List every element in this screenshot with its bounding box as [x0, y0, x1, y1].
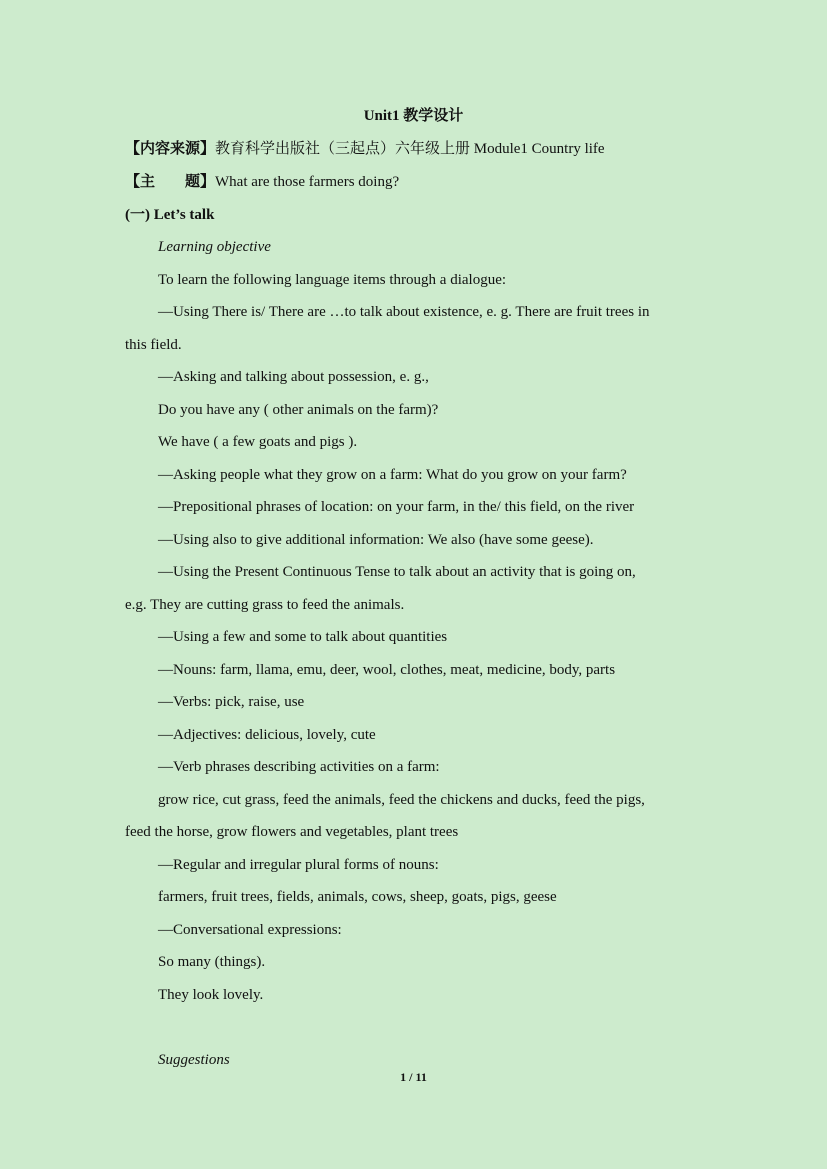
section-heading: (一) Let’s talk	[125, 207, 215, 223]
body-line: —Asking and talking about possession, e. g.,	[158, 369, 429, 385]
body-line: feed the horse, grow flowers and vegetables, plant trees	[125, 824, 459, 840]
body-line: —Nouns: farm, llama, emu, deer, wool, clothes, meat, medicine, body, parts	[158, 662, 616, 678]
body-line: Do you have any ( other animals on the farm)?	[158, 402, 439, 418]
body-line: e.g. They are cutting grass to feed the animals.	[125, 597, 405, 613]
body-line: grow rice, cut grass, feed the animals, feed the chickens and ducks, feed the pigs,	[158, 792, 645, 808]
body-line: —Using a few and some to talk about quantities	[158, 629, 448, 645]
source-text: 教育科学出版社（三起点）六年级上册 Module1 Country life	[215, 141, 605, 157]
document-title: Unit1 教学设计	[363, 108, 464, 124]
body-line: —Verbs: pick, raise, use	[158, 694, 305, 710]
topic-label: 【主 题】	[125, 174, 216, 190]
body-line: —Conversational expressions:	[158, 922, 342, 938]
body-line: —Using the Present Continuous Tense to talk about an activity that is going on,	[158, 564, 636, 580]
body-line: —Asking people what they grow on a farm: What do you grow on your farm?	[158, 467, 627, 483]
body-line: —Verb phrases describing activities on a farm:	[158, 759, 440, 775]
body-line: farmers, fruit trees, fields, animals, cows, sheep, goats, pigs, geese	[158, 889, 557, 905]
topic-text: What are those farmers doing?	[215, 174, 400, 190]
topic-line	[125, 172, 710, 192]
body-line: They look lovely.	[158, 987, 264, 1003]
body-line: —Using There is/ There are …to talk about existence, e. g. There are fruit trees in	[158, 304, 650, 320]
suggestions-heading: Suggestions	[158, 1052, 230, 1068]
body-line: —Adjectives: delicious, lovely, cute	[158, 727, 376, 743]
body-line: So many (things).	[158, 954, 266, 970]
source-line	[125, 139, 710, 159]
page-number: 1 / 11	[400, 1070, 427, 1084]
objective-heading: Learning objective	[158, 239, 271, 255]
body-line: —Prepositional phrases of location: on your farm, in the/ this field, on the river	[158, 499, 635, 515]
body-line: We have ( a few goats and pigs ).	[158, 434, 358, 450]
body-line: —Regular and irregular plural forms of nouns:	[158, 857, 439, 873]
body-line: this field.	[125, 337, 182, 353]
body-line: To learn the following language items through a dialogue:	[158, 272, 507, 288]
body-line: —Using also to give additional information: We also (have some geese).	[158, 532, 594, 548]
source-label: 【内容来源】	[125, 141, 216, 157]
